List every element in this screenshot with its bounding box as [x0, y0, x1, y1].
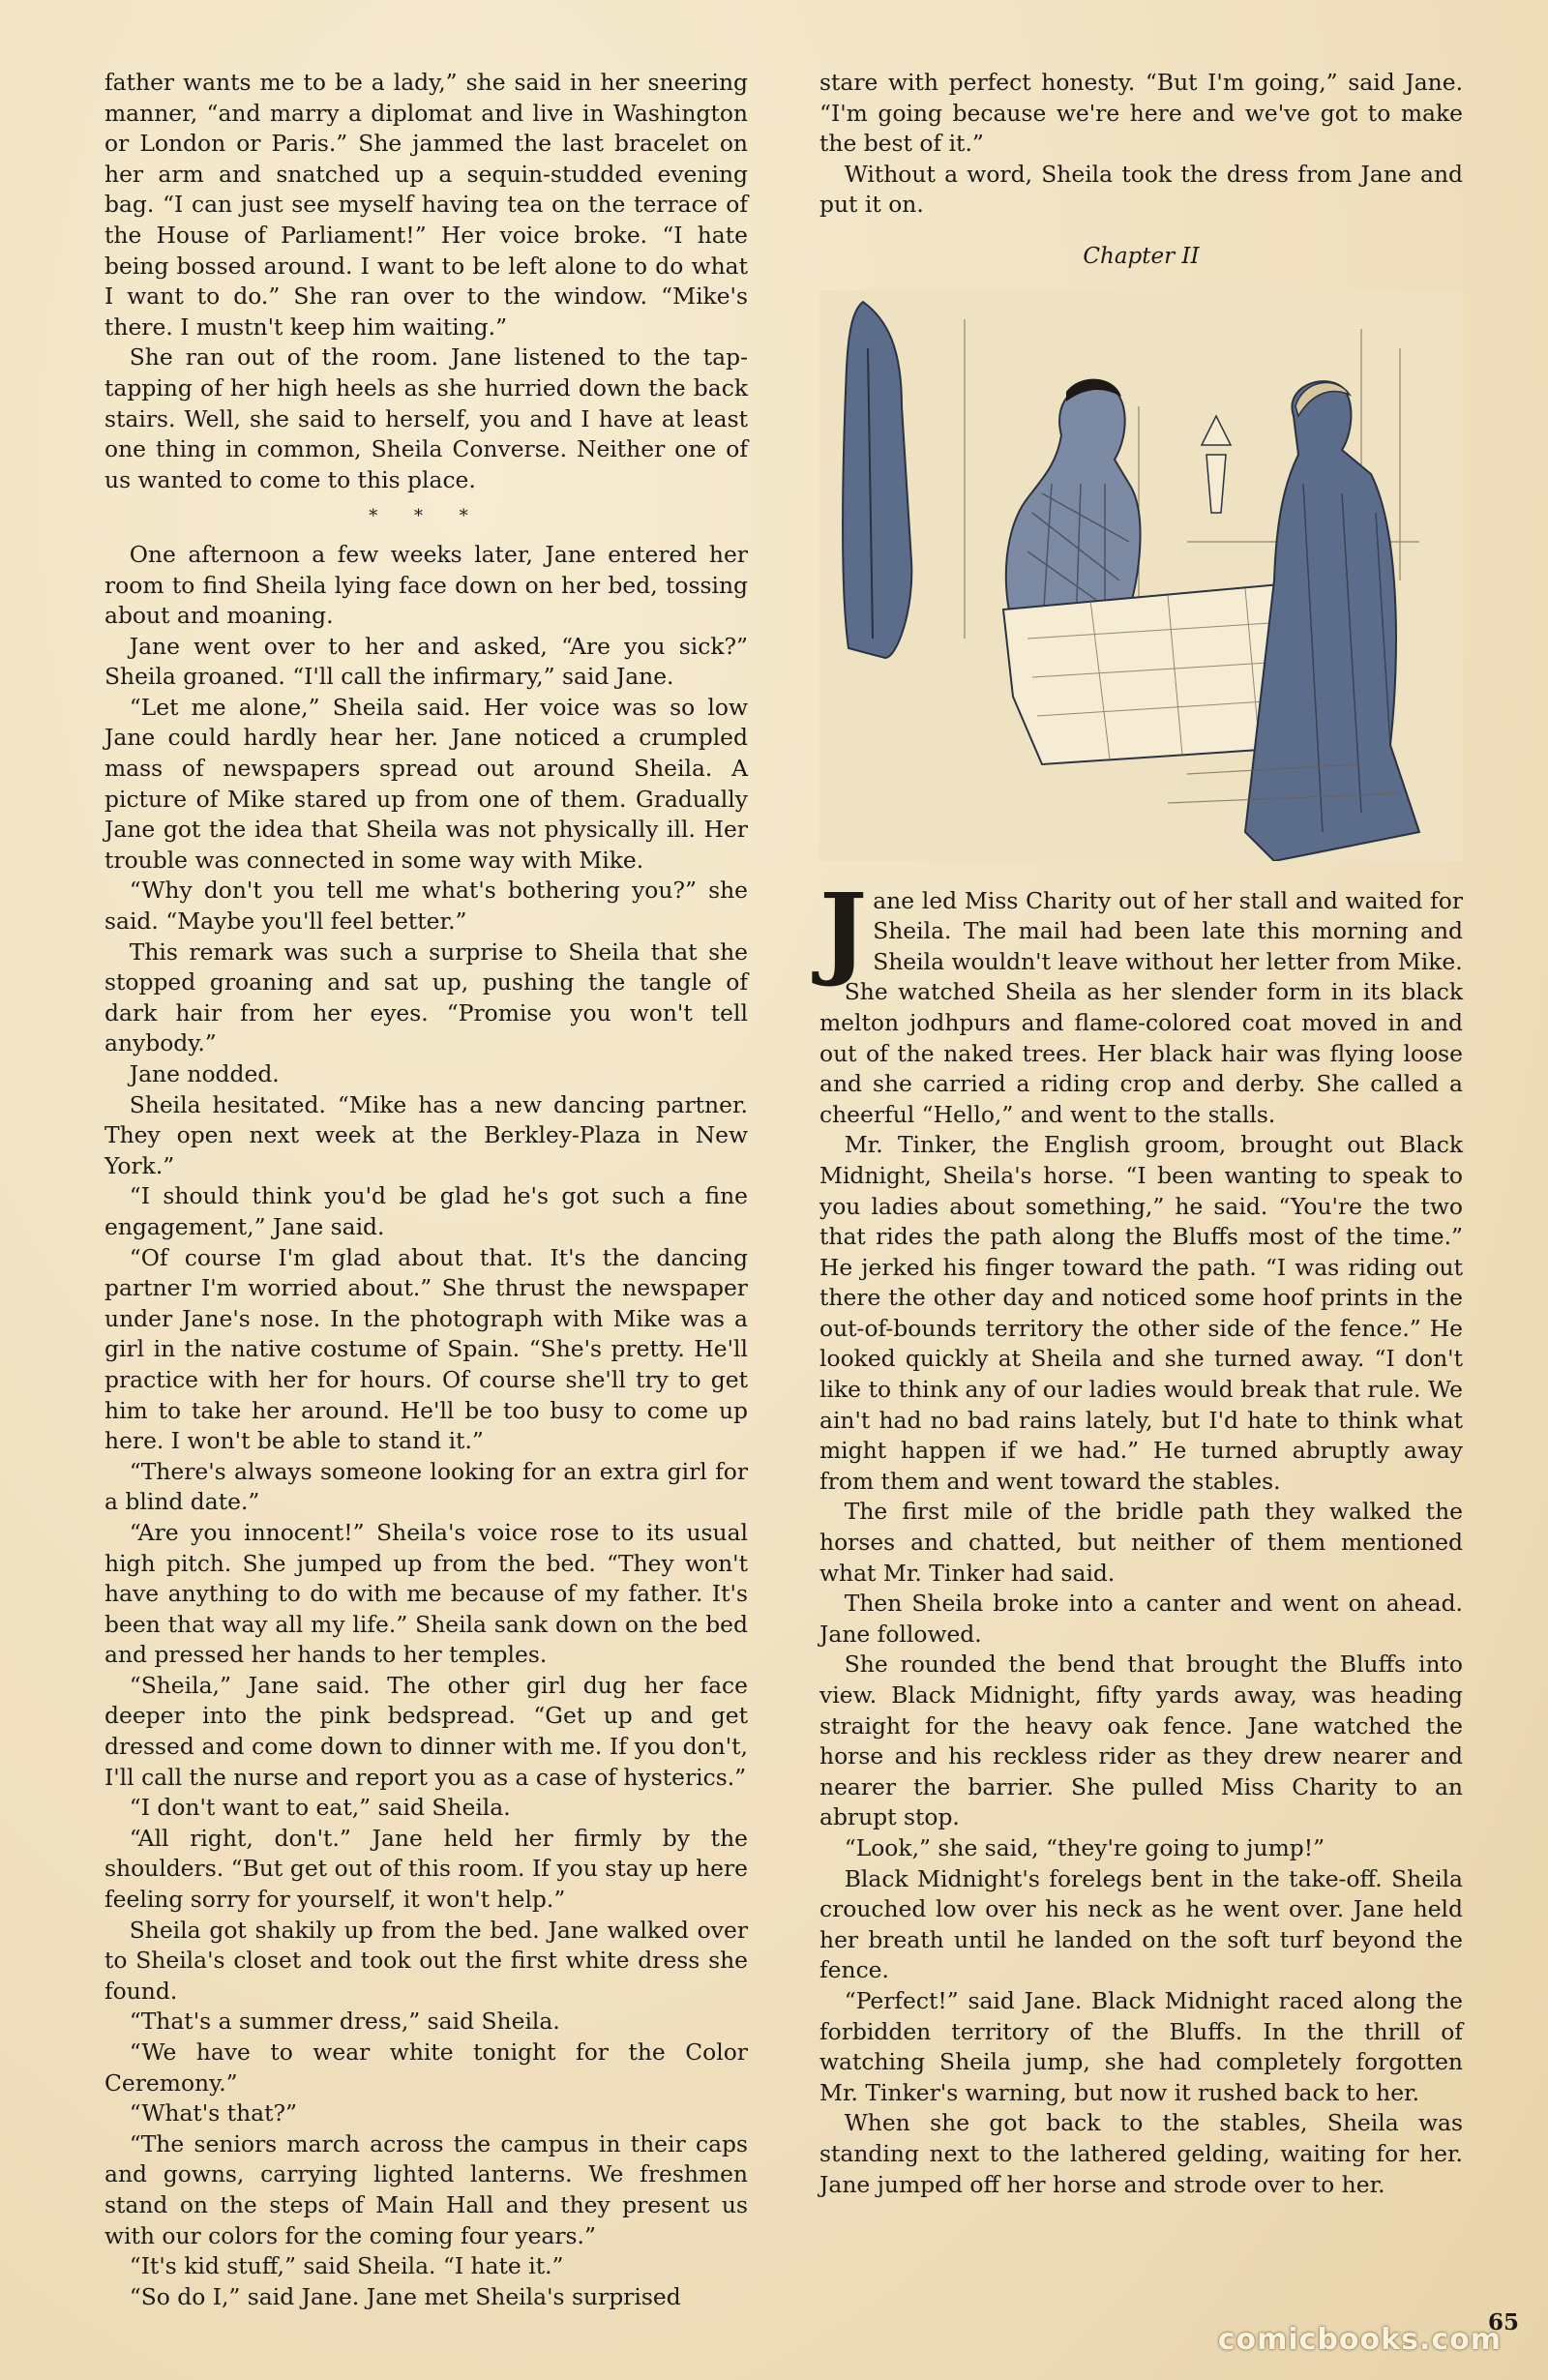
- paragraph: Black Midnight's forelegs bent in the take-off. Sheila crouched low over his neck as he went over. Jane held her breath until he landed on the soft turf beyond the fence.: [819, 1864, 1463, 1984]
- paragraph: “Are you innocent!” Sheila's voice rose to its usual high pitch. She jumped up from the bed. “They won't have anything to do with me because of my father. It's been that way all my life.” Sheila sank down on the bed and pressed her hands to her temples.: [104, 1518, 748, 1669]
- paragraph: She watched Sheila as her slender form in its black melton jodhpurs and flame-colored coat moved in and out of the naked trees. Her black hair was flying loose and she carried a riding crop and derby. She called a cheerful “Hello,” and went to the stalls.: [819, 978, 1463, 1128]
- paragraph: One afternoon a few weeks later, Jane entered her room to find Sheila lying face down on her bed, tossing about and moaning.: [104, 540, 748, 630]
- paragraph: Jane nodded.: [129, 1060, 280, 1087]
- paragraph: “That's a summer dress,” said Sheila.: [129, 2008, 560, 2036]
- paragraph: “All right, don't.” Jane held her firmly by the shoulders. “But get out of this room. If you stay up here feeling sorry for yourself, it won't help.”: [104, 1824, 748, 1914]
- paragraph: “Why don't you tell me what's bothering you?” she said. “Maybe you'll feel better.”: [104, 877, 748, 936]
- page-number: 65: [1487, 2309, 1519, 2335]
- section-separator: * * *: [369, 506, 484, 527]
- paragraph: “It's kid stuff,” said Sheila. “I hate it.”: [129, 2252, 564, 2280]
- paragraph: Then Sheila broke into a canter and went on ahead. Jane followed.: [819, 1590, 1463, 1648]
- paragraph: This remark was such a surprise to Sheila that she stopped groaning and sat up, pushing the tangle of dark hair from her eyes. “Promise you won't tell anybody.”: [104, 937, 748, 1057]
- paragraph: “So do I,” said Jane. Jane met Sheila's surprised: [129, 2282, 681, 2310]
- paragraph: “I should think you'd be glad he's got such a fine engagement,” Jane said.: [104, 1182, 748, 1240]
- paragraph: The first mile of the bridle path they walked the horses and chatted, but neither of them mentioned what Mr. Tinker had said.: [819, 1498, 1463, 1587]
- paragraph: “Perfect!” said Jane. Black Midnight raced along the forbidden territory of the Bluffs. In the thrill of watching Sheila jump, she had completely forgotten Mr. Tinker's warning, but now it rushed back to her.: [819, 1986, 1463, 2106]
- paragraph: Without a word, Sheila took the dress from Jane and put it on.: [819, 160, 1463, 219]
- paragraph: “What's that?”: [129, 2099, 297, 2127]
- paragraph: Jane went over to her and asked, “Are you sick?” Sheila groaned. “I'll call the infirmary,” said Jane.: [104, 632, 748, 691]
- paragraph: “We have to wear white tonight for the Color Ceremony.”: [104, 2038, 748, 2097]
- paragraph: father wants me to be a lady,” she said in her sneering manner, “and marry a diplomat and live in Washington or London or Paris.” She jammed the last bracelet on her arm and snatched up a sequin-studded evening bag. “I can just see myself having tea on the terrace of the House of Parliament!” Her voice broke. “I hate being bossed around. I want to be left alone to do what I want to do.” She ran over to the window. “Mike's there. I mustn't keep him waiting.”: [104, 69, 748, 341]
- paragraph: stare with perfect honesty. “But I'm going,” said Jane. “I'm going because we're here and we've got to make the best of it.”: [819, 69, 1463, 158]
- paragraph: Sheila hesitated. “Mike has a new dancing partner. They open next week at the Berkley-Plaza in New York.”: [104, 1090, 748, 1179]
- paragraph: ane led Miss Charity out of her stall and waited for Sheila. The mail had been late this morning and Sheila wouldn't leave without her letter from Mike.: [873, 886, 1463, 975]
- paragraph: “Look,” she said, “they're going to jump!”: [844, 1833, 1325, 1861]
- paragraph: She rounded the bend that brought the Bluffs into view. Black Midnight, fifty yards away, was heading straight for the heavy oak fence. Jane watched the horse and his reckless rider as they drew nearer and nearer the barrier. She pulled Miss Charity to an abrupt stop.: [819, 1651, 1463, 1831]
- paragraph: “There's always someone looking for an extra girl for a blind date.”: [104, 1457, 748, 1516]
- right-column: [819, 68, 1463, 2200]
- paragraph: She ran out of the room. Jane listened to the tap-tapping of her high heels as she hurried down the back stairs. Well, she said to herself, you and I have at least one thing in common, Sheila Converse. Neither one of us wanted to come to this place.: [104, 343, 748, 493]
- paragraph: “Sheila,” Jane said. The other girl dug her face deeper into the pink bedspread. “Get up and get dressed and come down to dinner with me. If you don't, I'll call the nurse and report you as a case of hysterics.”: [104, 1671, 748, 1791]
- story-illustration: [819, 290, 1463, 861]
- paragraph: When she got back to the stables, Sheila was standing next to the lathered gelding, waiting for her. Jane jumped off her horse and strode over to her.: [819, 2109, 1463, 2198]
- paragraph: “The seniors march across the campus in their caps and gowns, carrying lighted lanterns. We freshmen stand on the steps of Main Hall and they present us with our colors for the coming four years.”: [104, 2129, 748, 2249]
- drop-cap: J: [819, 870, 868, 990]
- left-column: [104, 68, 748, 2312]
- chapter-heading: Chapter II: [1083, 243, 1200, 269]
- paragraph: “I don't want to eat,” said Sheila.: [129, 1794, 511, 1822]
- watermark: comicbooks.com: [1217, 2323, 1502, 2357]
- paragraph: “Let me alone,” Sheila said. Her voice was so low Jane could hardly hear her. Jane noticed a crumpled mass of newspapers spread out around Sheila. A picture of Mike stared up from one of them. Gradually Jane got the idea that Sheila was not physically ill. Her trouble was connected in some way with Mike.: [104, 693, 748, 874]
- paragraph: “Of course I'm glad about that. It's the dancing partner I'm worried about.” She thrust the newspaper under Jane's nose. In the photograph with Mike was a girl in the native costume of Spain. “She's pretty. He'll practice with her for hours. Of course she'll try to get him to take her around. He'll be too busy to come up here. I won't be able to stand it.”: [104, 1243, 748, 1455]
- paragraph: Sheila got shakily up from the bed. Jane walked over to Sheila's closet and took out the first white dress she found.: [104, 1916, 748, 2005]
- paragraph: Mr. Tinker, the English groom, brought out Black Midnight, Sheila's horse. “I been wanting to speak to you ladies about something,” he said. “You're the two that rides the path along the Bluffs most of the time.” He jerked his finger toward the path. “I was riding out there the other day and noticed some hoof prints in the out-of-bounds territory the other side of the fence.” He looked quickly at Sheila and she turned away. “I don't like to think any of our ladies would break that rule. We ain't had no bad rains lately, but I'd hate to think what might happen if we had.” He turned abruptly away from them and went toward the stables.: [819, 1131, 1463, 1495]
